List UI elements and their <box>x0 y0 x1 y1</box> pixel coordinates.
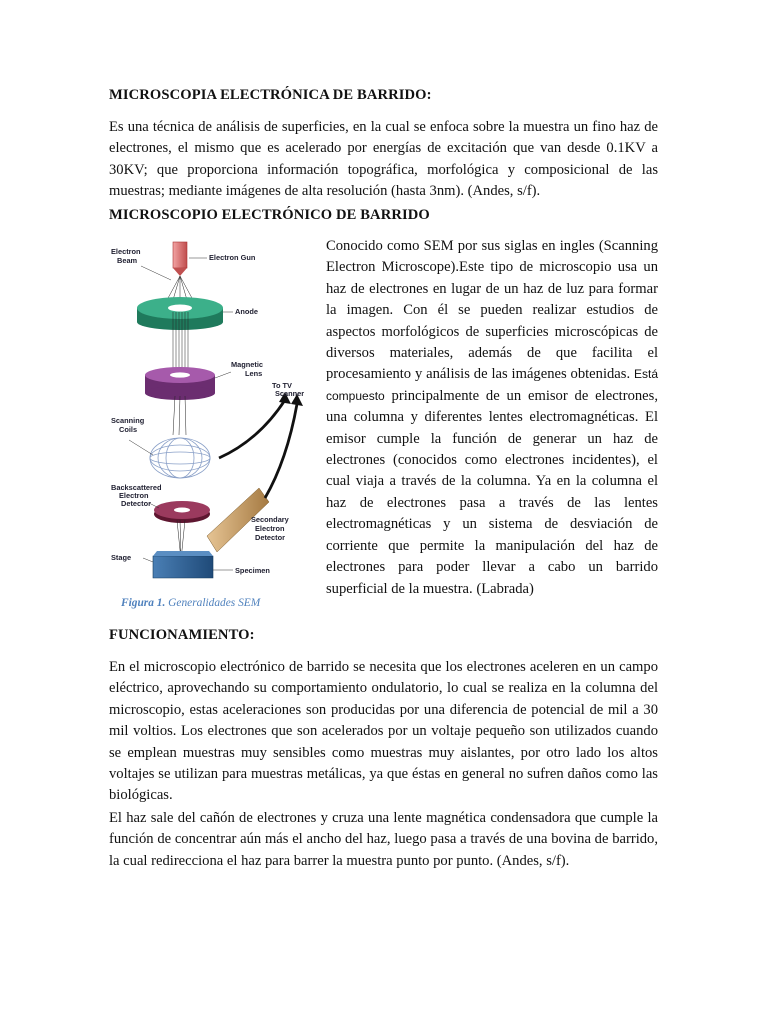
specimen-block <box>153 551 213 578</box>
label-backscattered-1: Backscattered <box>111 483 162 492</box>
label-secondary-1: Secondary <box>251 515 289 524</box>
paragraph-sem-description <box>326 236 658 600</box>
label-electron-beam-1: Electron <box>111 247 141 256</box>
paragraph-funcionamiento-1: En el microscopio electrónico de barrido se necesita que los electrones aceleren en un campo eléctrico, aprovechando su comportamiento ondulatorio, lo cual se realiza en la columna del microscopio, estas aceleraciones son producidas por una diferencia de potencial de mil a 30 mil voltios. Los electrones que son acelerados por un voltaje pequeño son utilizados cuando se emplean muestras muy sensibles como muestras muy aislantes, por otro lado los altos voltajes se utilizan para muestras metálicas, ya que éstas en general no sufren daños como las biológicas. <box>109 659 658 804</box>
paragraph-funcionamiento-2: El haz sale del cañón de electrones y cruza una lente magnética condensadora que cumple la función de concentrar aún más el ancho del haz, luego pasa a través de una bovina de barrido, la cual redirecciona el haz para barrer la muestra punto por punto. (Andes, s/f). <box>109 810 658 869</box>
label-electron-beam-2: Beam <box>117 256 138 265</box>
label-magnetic-lens-2: Lens <box>245 369 263 378</box>
section-heading-microscopio: MICROSCOPIO ELECTRÓNICO DE BARRIDO <box>109 207 430 223</box>
label-electron-gun: Electron Gun <box>209 253 256 262</box>
sem-diagram <box>109 240 314 595</box>
label-scanning-coils-1: Scanning <box>111 416 145 425</box>
beam-lines-middle <box>173 396 186 435</box>
label-to-tv-1: To TV <box>272 381 292 390</box>
label-stage: Stage <box>111 553 132 562</box>
label-secondary-3: Detector <box>255 533 285 542</box>
label-backscattered-3: Detector <box>121 499 151 508</box>
label-scanning-coils-2: Coils <box>119 425 138 434</box>
figure-caption-text: Generalidades SEM <box>165 597 261 609</box>
electron-beam <box>167 276 193 300</box>
magnetic-lens <box>145 367 215 400</box>
label-specimen: Specimen <box>235 566 270 575</box>
label-backscattered-2: Electron <box>119 491 149 500</box>
figure-caption-prefix: Figura 1. <box>121 597 166 609</box>
label-to-tv-2: Scanner <box>275 389 305 398</box>
signal-arrows <box>219 400 297 498</box>
sem-text-part1: Conocido como SEM por sus siglas en ingles (Scanning Electron Microscope).Este tipo de microscopio usa un haz de electrones en lugar de un haz de luz para formar la imagen. Con él se pueden realizar estudios de aspectos morfológicos de superficies microscópicas de diversos materiales, además de que facilita el procesamiento y análisis de las imágenes obtenidas. <box>326 238 658 383</box>
section-heading-funcionamiento: FUNCIONAMIENTO: <box>109 627 255 643</box>
backscattered-detector <box>154 501 210 523</box>
section-heading-microscopia: MICROSCOPIA ELECTRÓNICA DE BARRIDO: <box>109 87 432 103</box>
sem-text-sans: Está compuesto <box>326 367 658 403</box>
paragraph-definition: Es una técnica de análisis de superficies, en la cual se enfoca sobre la muestra un fino haz de electrones, el mismo que es acelerado por energías de excitación que van desde 0.1KV a 30KV; que proporciona información topográfica, morfológica y composicional de las muestras; mediante imágenes de alta resolución (hasta 3nm). (Andes, s/f). <box>109 119 658 200</box>
label-magnetic-lens-1: Magnetic <box>231 360 264 369</box>
label-secondary-2: Electron <box>255 524 285 533</box>
label-anode: Anode <box>235 307 258 316</box>
sem-text-part2: principalmente de un emisor de electrones, una columna y diferentes lentes electromagnéticas. El emisor cumple la función de generar un haz de electrones (conocidos como electrones incidentes), el cual viaja a través de la columna. Ya en la columna el haz de electrones pasa a través de las lentes electromagnéticas y un sistema de desviación de corriente que permite la manipulación del haz de electrones para poder llevar a cabo un barrido superficial de la muestra. (Labrada) <box>326 387 658 597</box>
scanning-coils <box>150 438 210 478</box>
anode-ring <box>137 297 223 330</box>
sem-diagram-figure <box>109 240 314 595</box>
electron-gun <box>173 242 187 276</box>
figure-caption <box>121 597 260 609</box>
